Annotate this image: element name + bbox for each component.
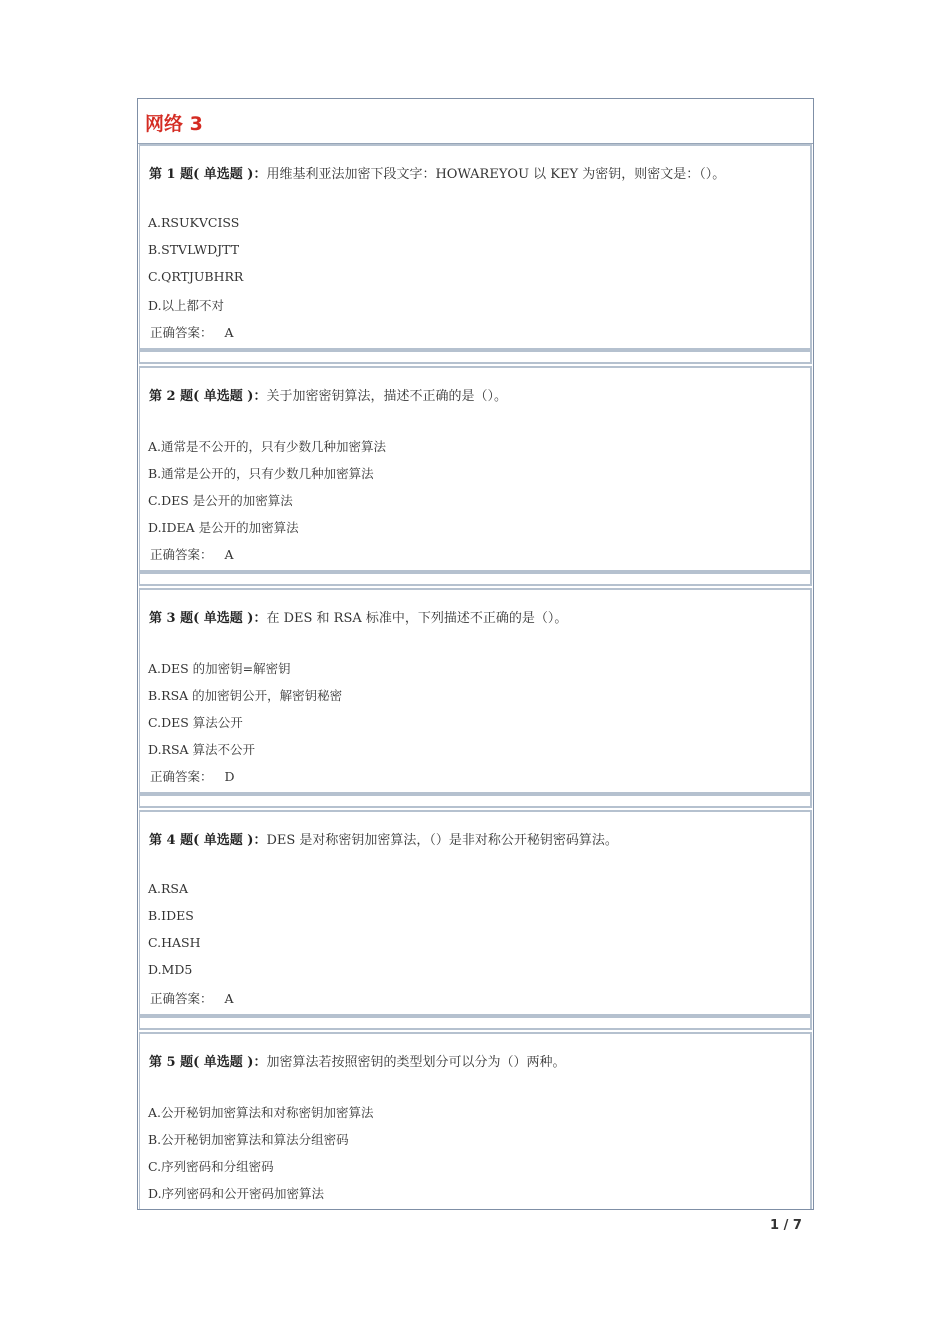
option-b: B.公开秘钥加密算法和算法分组密码 (148, 1132, 349, 1147)
answer-value: A (224, 325, 234, 340)
question-separator (139, 350, 812, 364)
answer-label: 正确答案： (150, 547, 213, 562)
question-label: 第 1 题( 单选题 )： (149, 167, 267, 182)
option-c: C.DES 是公开的加密算法 (148, 493, 293, 508)
question-stem (149, 385, 507, 404)
question-label: 第 4 题( 单选题 )： (149, 833, 267, 848)
option-a: A.RSUKVCISS (148, 215, 240, 230)
option-a: A.公开秘钥加密算法和对称密钥加密算法 (148, 1105, 374, 1120)
option-a: A.RSA (148, 881, 189, 896)
option-d: D.RSA 算法不公开 (148, 742, 256, 757)
answer-label: 正确答案： (150, 991, 213, 1006)
question-separator (139, 1016, 812, 1030)
question-separator (139, 794, 812, 808)
question-separator (139, 572, 812, 586)
option-d: D.MD5 (148, 962, 193, 977)
answer-label: 正确答案： (150, 325, 213, 340)
question-label: 第 3 题( 单选题 )： (149, 611, 267, 626)
option-b: B.通常是公开的，只有少数几种加密算法 (148, 466, 374, 481)
answer-value: D (224, 769, 235, 784)
option-b: B.IDES (148, 908, 194, 923)
question-sheet (137, 98, 814, 1210)
question-block-3 (139, 588, 812, 794)
option-c: C.QRTJUBHRR (148, 269, 244, 284)
option-b: B.RSA 的加密钥公开，解密钥秘密 (148, 688, 343, 703)
correct-answer (150, 545, 234, 563)
question-text: 在 DES 和 RSA 标准中，下列描述不正确的是（）。 (266, 611, 568, 626)
document-title: 网络 3 (145, 113, 203, 135)
option-c: C.序列密码和分组密码 (148, 1159, 274, 1174)
answer-value: A (224, 991, 234, 1006)
question-block-4 (139, 810, 812, 1016)
correct-answer (150, 323, 234, 341)
question-stem (149, 163, 725, 182)
question-text: 关于加密密钥算法，描述不正确的是（）。 (266, 389, 507, 404)
question-stem (149, 829, 618, 848)
option-c: C.HASH (148, 935, 201, 950)
correct-answer (150, 767, 235, 785)
question-block-5 (139, 1032, 812, 1209)
question-text: DES 是对称密钥加密算法，（）是非对称公开秘钥密码算法。 (266, 833, 618, 848)
option-d: D.以上都不对 (148, 298, 225, 313)
option-d: D.序列密码和公开密码加密算法 (148, 1186, 325, 1201)
page-indicator: 1 / 7 (770, 1218, 802, 1233)
answer-value: A (224, 547, 234, 562)
question-block-1 (139, 144, 812, 350)
answer-label: 正确答案： (150, 769, 213, 784)
question-text: 加密算法若按照密钥的类型划分可以分为（）两种。 (266, 1055, 566, 1070)
option-d: D.IDEA 是公开的加密算法 (148, 520, 299, 535)
title-row (138, 99, 813, 144)
correct-answer (150, 989, 234, 1007)
question-label: 第 2 题( 单选题 )： (149, 389, 267, 404)
question-stem (149, 1051, 565, 1070)
option-b: B.STVLWDJTT (148, 242, 240, 257)
question-block-2 (139, 366, 812, 572)
question-text: 用维基利亚法加密下段文字：HOWAREYOU 以 KEY 为密钥，则密文是：（）。 (266, 167, 726, 182)
question-stem (149, 607, 567, 626)
option-a: A.通常是不公开的，只有少数几种加密算法 (148, 439, 387, 454)
question-label: 第 5 题( 单选题 )： (149, 1055, 267, 1070)
option-c: C.DES 算法公开 (148, 715, 243, 730)
option-a: A.DES 的加密钥=解密钥 (148, 661, 291, 676)
